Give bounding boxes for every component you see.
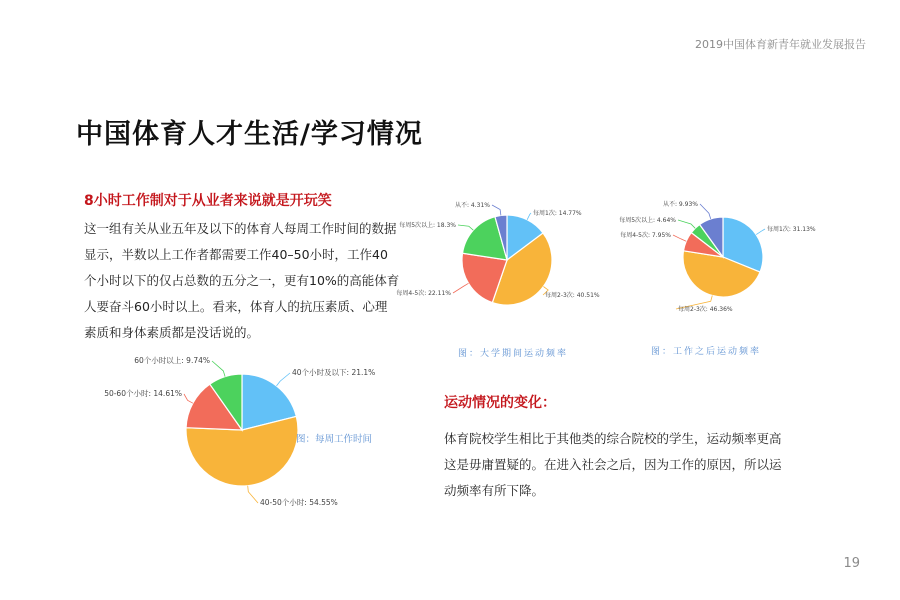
paragraph-line: 素质和身体素质都是没话说的。	[84, 325, 260, 340]
paragraph-line: 体育院校学生相比于其他类的综合院校的学生，运动频率更高	[444, 431, 782, 446]
pie-leader-line	[248, 486, 258, 503]
pie-slice-label: 每周5次以上: 4.64%	[619, 217, 676, 224]
page-title: 中国体育人才生活/学习情况	[76, 119, 423, 150]
page-number: 19	[843, 556, 860, 571]
pie-slice-label: 60个小时以上: 9.74%	[134, 356, 210, 365]
pie-slice-label: 50-60个小时: 14.61%	[104, 389, 182, 398]
pie-leader-line	[212, 361, 225, 377]
pie-leader-line	[678, 220, 695, 228]
pie-slice-label: 每周4-5次: 22.11%	[396, 290, 451, 297]
report-title: 2019中国体育新青年就业发展报告	[695, 38, 866, 51]
pie-slice-label: 每周4-5次: 7.95%	[620, 232, 671, 239]
pie-chart-college-exercise	[396, 195, 600, 365]
pie-leader-line	[756, 229, 765, 235]
paragraph-line: 这一组有关从业五年及以下的体育人每周工作时间的数据	[84, 221, 397, 236]
paragraph-line: 个小时以下的仅占总数的五分之一，更有10%的高能体育	[84, 273, 400, 288]
pie-leader-line	[184, 394, 193, 403]
pie-slice-label: 从不: 9.93%	[663, 201, 698, 208]
chart-caption: 图：工作之后运动频率	[651, 347, 762, 357]
pie-slice-label: 从不: 4.31%	[455, 202, 490, 209]
pie-slice-label: 每周5次以上: 18.3%	[399, 222, 456, 229]
work-hours-paragraph	[84, 216, 404, 346]
pie-chart-weekly-work-hours	[90, 350, 400, 520]
pie-slice-label: 每周1次: 31.13%	[767, 226, 816, 233]
section-heading-exercise-change: 运动情况的变化：	[444, 395, 556, 411]
pie-leader-line	[277, 373, 291, 386]
paragraph-line: 显示，半数以上工作者都需要工作40–50小时，工作40	[84, 247, 388, 262]
paragraph-line: 人要奋斗60小时以上。看来，体育人的抗压素质、心理	[84, 299, 388, 314]
pie-slice-label: 每周1次: 14.77%	[533, 210, 582, 217]
chart-caption: 图：每周工作时间	[296, 434, 373, 445]
pie-leader-line	[673, 235, 686, 241]
pie-slice-label: 每周2-3次: 40.51%	[545, 292, 600, 299]
pie-slice-label: 每周2-3次: 46.36%	[678, 306, 733, 313]
chart-caption: 图：大学期间运动频率	[458, 349, 569, 359]
exercise-change-paragraph	[444, 426, 804, 504]
pie-slice-label: 40个小时及以下: 21.1%	[292, 368, 376, 377]
pie-leader-line	[458, 225, 473, 230]
pie-leader-line	[700, 204, 711, 219]
pie-leader-line	[492, 205, 501, 215]
paragraph-line: 动频率有所下降。	[444, 483, 545, 498]
pie-slice-label: 40-50个小时: 54.55%	[260, 498, 338, 507]
paragraph-line: 这是毋庸置疑的。在进入社会之后，因为工作的原因，所以运	[444, 457, 782, 472]
section-heading-work-hours: 8小时工作制对于从业者来说就是开玩笑	[84, 193, 332, 209]
pie-leader-line	[527, 213, 531, 220]
pie-chart-work-exercise	[619, 195, 816, 365]
pie-leader-line	[453, 283, 469, 293]
